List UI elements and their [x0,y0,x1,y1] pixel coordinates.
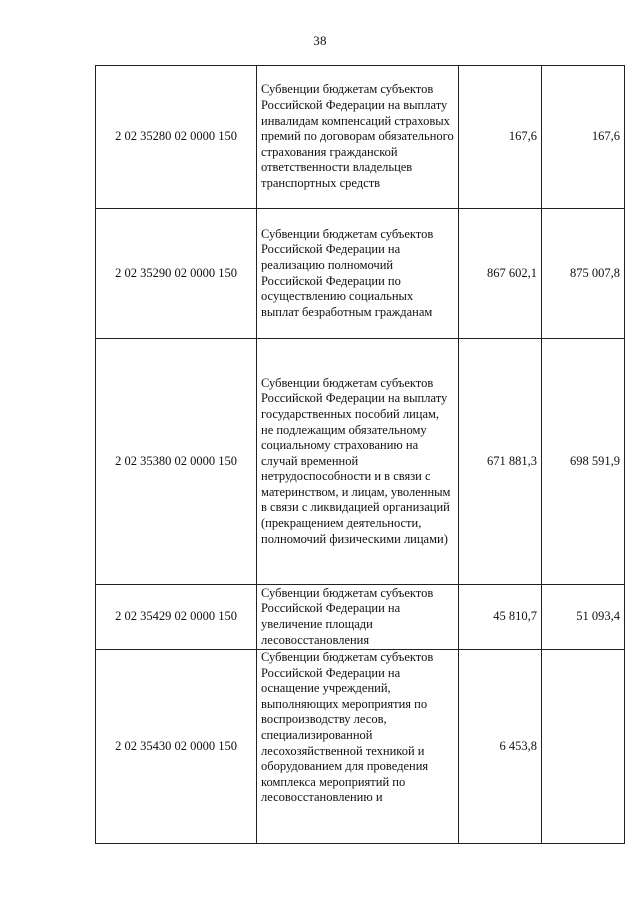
value-2-cell: 167,6 [542,66,625,209]
description-cell: Субвенции бюджетам субъектов Российской Федерации на оснащение учреждений, выполняющих мероприятия по воспроизводству лесов, специализированной лесохозяйственной техникой и оборудованием для проведения комплекса мероприятий по лесовосстановлению и [257,650,459,844]
budget-code-cell: 2 02 35290 02 0000 150 [96,209,257,339]
value-1-cell: 167,6 [459,66,542,209]
budget-code-cell: 2 02 35430 02 0000 150 [96,650,257,844]
value-2-cell: 51 093,4 [542,585,625,650]
value-1-cell: 45 810,7 [459,585,542,650]
value-2-cell: 875 007,8 [542,209,625,339]
table-row [96,650,625,844]
value-1-cell: 6 453,8 [459,650,542,844]
description-cell: Субвенции бюджетам субъектов Российской Федерации на реализацию полномочий Российской Федерации по осуществлению социальных выплат безработным гражданам [257,209,459,339]
value-1-cell: 867 602,1 [459,209,542,339]
description-cell: Субвенции бюджетам субъектов Российской Федерации на выплату государственных пособий лицам, не подлежащим обязательному социальному страхованию на случай временной нетрудоспособности и в связи с материнством, и лицам, уволенным в связи с ликвидацией организаций (прекращением деятельности, полномочий физическими лицами) [257,339,459,585]
budget-table [95,65,625,844]
budget-code-cell: 2 02 35380 02 0000 150 [96,339,257,585]
budget-code-cell: 2 02 35280 02 0000 150 [96,66,257,209]
description-cell: Субвенции бюджетам субъектов Российской Федерации на выплату инвалидам компенсаций страховых премий по договорам обязательного страхования гражданской ответственности владельцев транспортных средств [257,66,459,209]
table-row [96,209,625,339]
table-row [96,66,625,209]
description-cell: Субвенции бюджетам субъектов Российской Федерации на увеличение площади лесовосстановления [257,585,459,650]
value-1-cell: 671 881,3 [459,339,542,585]
page-number: 38 [313,33,327,48]
table-row [96,339,625,585]
budget-code-cell: 2 02 35429 02 0000 150 [96,585,257,650]
value-2-cell [542,650,625,844]
table-row [96,585,625,650]
value-2-cell: 698 591,9 [542,339,625,585]
